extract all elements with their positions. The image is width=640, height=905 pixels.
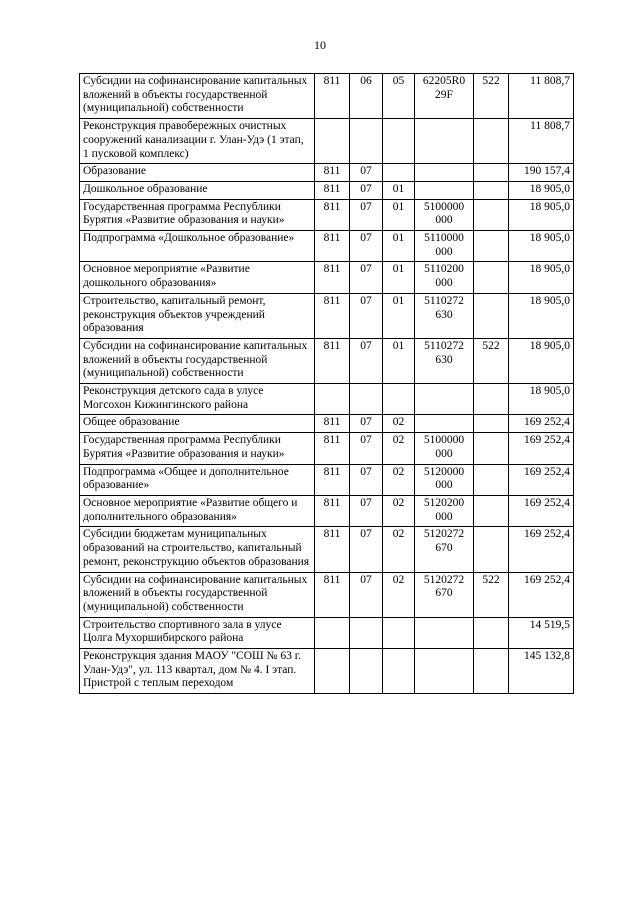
cell-expense-type xyxy=(474,164,509,182)
cell-subsection: 02 xyxy=(383,415,415,433)
cell-target-article: 5100000 000 xyxy=(415,199,474,230)
cell-subsection xyxy=(383,617,415,648)
cell-name: Государственная программа Республики Бурятия «Развитие образования и науки» xyxy=(80,199,315,230)
cell-name: Основное мероприятие «Развитие общего и дополнительного образования» xyxy=(80,495,315,526)
cell-name: Реконструкция правобережных очистных сооружений канализации г. Улан-Удэ (1 этап, 1 пусковой комплекс) xyxy=(80,119,315,164)
cell-section xyxy=(350,617,383,648)
cell-section: 07 xyxy=(350,415,383,433)
cell-amount: 169 252,4 xyxy=(509,495,574,526)
table-row xyxy=(80,181,574,199)
cell-section: 07 xyxy=(350,181,383,199)
table-row xyxy=(80,293,574,338)
cell-amount: 18 905,0 xyxy=(509,181,574,199)
cell-section: 07 xyxy=(350,262,383,293)
cell-expense-type xyxy=(474,119,509,164)
cell-section xyxy=(350,384,383,415)
cell-amount: 190 157,4 xyxy=(509,164,574,182)
cell-target-article xyxy=(415,415,474,433)
cell-amount: 169 252,4 xyxy=(509,572,574,617)
cell-amount: 11 808,7 xyxy=(509,74,574,119)
cell-target-article xyxy=(415,181,474,199)
cell-expense-type xyxy=(474,464,509,495)
cell-name: Подпрограмма «Дошкольное образование» xyxy=(80,231,315,262)
cell-grbs: 811 xyxy=(315,164,350,182)
cell-subsection: 01 xyxy=(383,262,415,293)
cell-name: Дошкольное образование xyxy=(80,181,315,199)
cell-expense-type xyxy=(474,181,509,199)
cell-target-article xyxy=(415,119,474,164)
cell-name: Основное мероприятие «Развитие дошкольного образования» xyxy=(80,262,315,293)
cell-amount: 11 808,7 xyxy=(509,119,574,164)
table-row xyxy=(80,231,574,262)
cell-target-article: 5120000 000 xyxy=(415,464,474,495)
table-row xyxy=(80,119,574,164)
cell-subsection: 02 xyxy=(383,433,415,464)
cell-grbs: 811 xyxy=(315,181,350,199)
cell-section: 07 xyxy=(350,199,383,230)
cell-name: Субсидии на софинансирование капитальных вложений в объекты государственной (муниципальной) собственности xyxy=(80,572,315,617)
cell-subsection: 01 xyxy=(383,231,415,262)
cell-expense-type xyxy=(474,495,509,526)
cell-amount: 14 519,5 xyxy=(509,617,574,648)
cell-grbs: 811 xyxy=(315,262,350,293)
cell-section xyxy=(350,119,383,164)
table-row xyxy=(80,527,574,572)
table-row xyxy=(80,464,574,495)
cell-grbs xyxy=(315,617,350,648)
cell-target-article: 5120272 670 xyxy=(415,572,474,617)
cell-expense-type: 522 xyxy=(474,74,509,119)
table-row xyxy=(80,262,574,293)
table-row xyxy=(80,164,574,182)
cell-amount: 169 252,4 xyxy=(509,415,574,433)
page-number: 10 xyxy=(314,38,326,52)
cell-grbs: 811 xyxy=(315,415,350,433)
cell-amount: 169 252,4 xyxy=(509,433,574,464)
cell-target-article: 5110272 630 xyxy=(415,293,474,338)
cell-grbs xyxy=(315,119,350,164)
cell-amount: 18 905,0 xyxy=(509,338,574,383)
table-row xyxy=(80,384,574,415)
cell-section: 07 xyxy=(350,338,383,383)
cell-subsection: 02 xyxy=(383,572,415,617)
cell-grbs: 811 xyxy=(315,527,350,572)
cell-subsection: 01 xyxy=(383,181,415,199)
cell-subsection: 01 xyxy=(383,293,415,338)
cell-grbs xyxy=(315,649,350,694)
cell-grbs: 811 xyxy=(315,338,350,383)
cell-subsection: 01 xyxy=(383,338,415,383)
cell-grbs: 811 xyxy=(315,464,350,495)
cell-target-article: 5100000 000 xyxy=(415,433,474,464)
cell-name: Реконструкция детского сада в улусе Могсохон Кижингинского района xyxy=(80,384,315,415)
cell-grbs: 811 xyxy=(315,572,350,617)
cell-section xyxy=(350,649,383,694)
cell-subsection: 01 xyxy=(383,199,415,230)
cell-expense-type xyxy=(474,433,509,464)
cell-section: 07 xyxy=(350,495,383,526)
cell-target-article: 5110200 000 xyxy=(415,262,474,293)
cell-name: Строительство, капитальный ремонт, реконструкция объектов учреждений образования xyxy=(80,293,315,338)
cell-amount: 18 905,0 xyxy=(509,231,574,262)
table-row xyxy=(80,617,574,648)
cell-subsection: 05 xyxy=(383,74,415,119)
cell-expense-type xyxy=(474,293,509,338)
cell-section: 07 xyxy=(350,231,383,262)
cell-expense-type: 522 xyxy=(474,338,509,383)
cell-grbs: 811 xyxy=(315,495,350,526)
cell-expense-type xyxy=(474,231,509,262)
cell-target-article xyxy=(415,384,474,415)
cell-grbs: 811 xyxy=(315,199,350,230)
cell-grbs: 811 xyxy=(315,74,350,119)
table-row xyxy=(80,495,574,526)
cell-target-article: 5110000 000 xyxy=(415,231,474,262)
cell-expense-type xyxy=(474,199,509,230)
cell-target-article xyxy=(415,649,474,694)
cell-grbs xyxy=(315,384,350,415)
cell-grbs: 811 xyxy=(315,231,350,262)
cell-subsection: 02 xyxy=(383,495,415,526)
cell-target-article xyxy=(415,164,474,182)
cell-target-article: 5120200 000 xyxy=(415,495,474,526)
cell-section: 07 xyxy=(350,433,383,464)
cell-subsection: 02 xyxy=(383,464,415,495)
cell-target-article: 5110272 630 xyxy=(415,338,474,383)
cell-expense-type xyxy=(474,649,509,694)
cell-amount: 145 132,8 xyxy=(509,649,574,694)
cell-expense-type xyxy=(474,527,509,572)
cell-name: Подпрограмма «Общее и дополнительное образование» xyxy=(80,464,315,495)
cell-section: 07 xyxy=(350,164,383,182)
cell-name: Реконструкция здания МАОУ "СОШ № 63 г. Улан-Удэ", ул. 113 квартал, дом № 4. I этап. Пристрой с теплым переходом xyxy=(80,649,315,694)
table-row xyxy=(80,338,574,383)
cell-section: 07 xyxy=(350,527,383,572)
cell-name: Общее образование xyxy=(80,415,315,433)
cell-section: 07 xyxy=(350,572,383,617)
budget-table-body xyxy=(80,74,574,694)
table-row xyxy=(80,433,574,464)
cell-subsection xyxy=(383,119,415,164)
cell-amount: 169 252,4 xyxy=(509,527,574,572)
cell-grbs: 811 xyxy=(315,433,350,464)
cell-amount: 169 252,4 xyxy=(509,464,574,495)
cell-grbs: 811 xyxy=(315,293,350,338)
cell-subsection xyxy=(383,384,415,415)
cell-subsection xyxy=(383,164,415,182)
budget-table xyxy=(79,73,574,694)
cell-name: Субсидии на софинансирование капитальных вложений в объекты государственной (муниципальной) собственности xyxy=(80,338,315,383)
cell-target-article: 5120272 670 xyxy=(415,527,474,572)
table-row xyxy=(80,572,574,617)
cell-subsection xyxy=(383,649,415,694)
cell-name: Государственная программа Республики Бурятия «Развитие образования и науки» xyxy=(80,433,315,464)
cell-expense-type xyxy=(474,617,509,648)
cell-amount: 18 905,0 xyxy=(509,262,574,293)
cell-target-article xyxy=(415,617,474,648)
cell-name: Образование xyxy=(80,164,315,182)
table-row xyxy=(80,74,574,119)
cell-name: Строительство спортивного зала в улусе Цолга Мухоршибирского района xyxy=(80,617,315,648)
cell-section: 07 xyxy=(350,293,383,338)
table-row xyxy=(80,415,574,433)
table-row xyxy=(80,199,574,230)
cell-amount: 18 905,0 xyxy=(509,199,574,230)
cell-amount: 18 905,0 xyxy=(509,293,574,338)
cell-target-article: 62205R0 29F xyxy=(415,74,474,119)
cell-expense-type: 522 xyxy=(474,572,509,617)
cell-amount: 18 905,0 xyxy=(509,384,574,415)
cell-subsection: 02 xyxy=(383,527,415,572)
cell-expense-type xyxy=(474,262,509,293)
cell-name: Субсидии на софинансирование капитальных вложений в объекты государственной (муниципальной) собственности xyxy=(80,74,315,119)
cell-expense-type xyxy=(474,384,509,415)
cell-section: 07 xyxy=(350,464,383,495)
cell-expense-type xyxy=(474,415,509,433)
table-row xyxy=(80,649,574,694)
cell-section: 06 xyxy=(350,74,383,119)
cell-name: Субсидии бюджетам муниципальных образований на строительство, капитальный ремонт, реконструкцию объектов образования xyxy=(80,527,315,572)
